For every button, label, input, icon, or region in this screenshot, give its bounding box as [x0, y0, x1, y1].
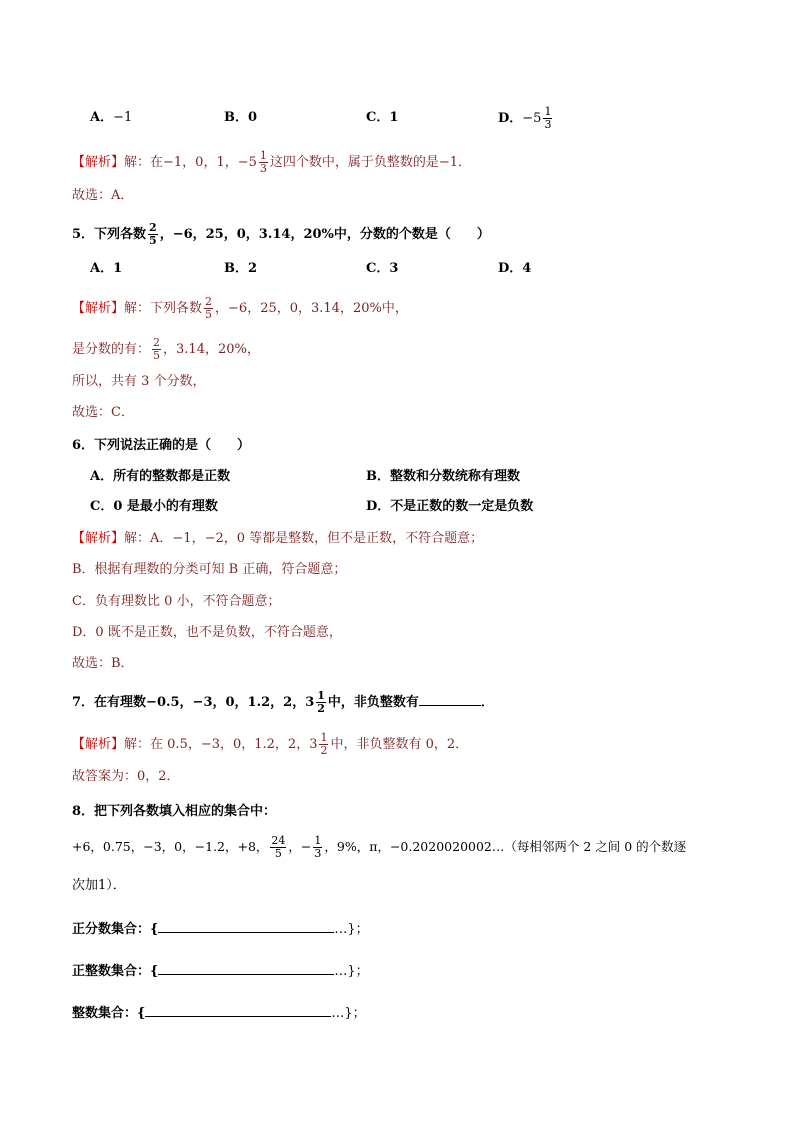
q5-option-c	[366, 259, 398, 279]
fraction-denominator: 3	[259, 162, 267, 175]
analysis-text: 解：A．−1，−2，0 等都是整数，但不是正数，不符合题意；	[124, 531, 484, 546]
set-blank[interactable]	[145, 1002, 331, 1017]
q8-set-positive-fractions	[72, 918, 369, 940]
analysis-tag: 【解析】	[72, 301, 125, 316]
q4-option-c	[366, 108, 398, 128]
option-value: 2	[248, 261, 258, 276]
stem-text: ，−6，25，0，3.14，20%中，分数的个数是（ ）	[159, 227, 490, 242]
number-list-text: ，9%，π，−0.2020020002…（每相邻两个 2 之间 0 的个数逐	[324, 839, 687, 854]
fraction	[148, 222, 158, 247]
q4-option-b	[224, 108, 257, 128]
fraction-numerator: 1	[544, 105, 552, 118]
option-value: 整数和分数统称有理数	[390, 469, 521, 484]
analysis-tag: 【解析】	[72, 531, 125, 546]
option-letter: D．	[498, 111, 523, 126]
set-blank[interactable]	[158, 918, 334, 933]
option-value: 0 是最小的有理数	[113, 499, 218, 514]
q4-option-a	[90, 108, 132, 128]
fraction-denominator: 5	[153, 349, 161, 362]
stem-text: 中，非负整数有	[327, 695, 419, 710]
number-list-text: +6，0.75，−3，0，−1.2，+8，	[72, 839, 269, 854]
q4-option-d	[498, 106, 554, 131]
fraction	[270, 835, 286, 860]
fraction-denominator: 2	[320, 744, 328, 757]
q7-stem	[72, 690, 494, 715]
q8-number-list-line2: 次加1）．	[72, 878, 126, 893]
q5-option-b	[224, 259, 257, 279]
set-label: 正分数集合：{	[72, 922, 159, 937]
q6-option-d	[366, 497, 533, 517]
set-label: 整数集合：{	[72, 1006, 146, 1021]
answer-blank[interactable]	[419, 691, 481, 706]
analysis-text: 这四个数中，属于负整数的是−1．	[269, 155, 472, 170]
q6-stem: 6．下列说法正确的是（ ）	[72, 438, 251, 453]
analysis-text: ，−6，25，0，3.14，20%中，	[215, 301, 408, 316]
q5-analysis	[72, 296, 408, 321]
option-letter: C．	[366, 261, 390, 276]
option-value: 3	[389, 261, 399, 276]
set-end: …}；	[334, 922, 369, 937]
analysis-tag: 【解析】	[72, 737, 125, 752]
analysis-text: 是分数的有：	[72, 342, 151, 357]
q6-analysis	[72, 529, 483, 549]
option-letter: D．	[366, 499, 391, 514]
stem-text: 7．在有理数−0.5，−3，0，1.2，2，3	[72, 695, 315, 710]
fraction-numerator: 2	[153, 336, 161, 349]
fraction-numerator: 2	[149, 221, 157, 234]
q5-stem	[72, 222, 490, 247]
q6-option-b	[366, 467, 520, 487]
set-end: …}；	[331, 1006, 366, 1021]
fraction-denominator: 2	[317, 702, 325, 715]
option-letter: B．	[224, 110, 248, 125]
option-value: 0	[248, 110, 258, 125]
q6-answer: 故选：B．	[72, 656, 134, 671]
fraction	[316, 690, 326, 715]
q8-number-list	[72, 835, 686, 860]
option-letter: D．	[498, 261, 523, 276]
option-value: −5	[522, 111, 542, 126]
option-value: 4	[522, 261, 532, 276]
option-letter: A．	[90, 469, 114, 484]
analysis-text: 解：在 0.5，−3，0，1.2，2，3	[124, 737, 318, 752]
analysis-text: 解：下列各数	[124, 301, 203, 316]
q5-answer: 故选：C．	[72, 405, 134, 420]
q6-option-c	[90, 497, 218, 517]
option-letter: C．	[90, 499, 114, 514]
option-letter: B．	[366, 469, 390, 484]
analysis-text: 解：在−1，0，1，−5	[124, 155, 257, 170]
set-end: …}；	[334, 964, 369, 979]
fraction-numerator: 1	[317, 689, 325, 702]
set-blank[interactable]	[158, 960, 334, 975]
q5-analysis-line3: 所以，共有 3 个分数，	[72, 374, 206, 389]
fraction-denominator: 5	[205, 308, 213, 321]
fraction	[204, 296, 213, 321]
fraction	[259, 150, 268, 175]
analysis-tag: 【解析】	[72, 155, 125, 170]
fraction-denominator: 3	[314, 847, 322, 860]
q6-analysis-b: B．根据有理数的分类可知 B 正确，符合题意；	[72, 562, 347, 577]
option-value: 所有的整数都是正数	[113, 469, 231, 484]
q4-analysis	[72, 150, 471, 175]
fraction-numerator: 24	[271, 834, 286, 847]
number-list-text: ，−	[288, 839, 312, 854]
option-value: 1	[389, 110, 399, 125]
q6-analysis-d: D．0 既不是正数，也不是负数，不符合题意，	[72, 625, 342, 640]
q7-analysis	[72, 732, 468, 757]
option-value: 1	[113, 261, 123, 276]
q6-option-a	[90, 467, 230, 487]
fraction-denominator: 5	[149, 234, 157, 247]
stem-text: 5．下列各数	[72, 227, 147, 242]
option-value: 不是正数的数一定是负数	[390, 499, 534, 514]
q4-answer: 故选：A．	[72, 188, 134, 203]
option-letter: B．	[224, 261, 248, 276]
set-label: 正整数集合：{	[72, 964, 159, 979]
fraction	[543, 106, 552, 131]
option-letter: A．	[90, 110, 114, 125]
fraction-numerator: 2	[205, 295, 213, 308]
analysis-text: 中，非负整数有 0，2．	[330, 737, 469, 752]
q8-set-positive-integers	[72, 960, 369, 982]
fraction	[313, 835, 322, 860]
stem-text: ．	[480, 695, 494, 710]
fraction-denominator: 5	[274, 847, 282, 860]
fraction	[319, 732, 328, 757]
q8-set-integers	[72, 1002, 366, 1024]
q8-stem: 8．把下列各数填入相应的集合中：	[72, 804, 277, 819]
q5-analysis-line2	[72, 337, 260, 362]
option-letter: A．	[90, 261, 114, 276]
fraction-numerator: 1	[320, 731, 328, 744]
q5-option-a	[90, 259, 122, 279]
fraction-numerator: 1	[259, 149, 267, 162]
fraction-denominator: 3	[544, 118, 552, 131]
analysis-text: ，3.14，20%，	[163, 342, 260, 357]
option-letter: C．	[366, 110, 390, 125]
option-value: −1	[113, 110, 133, 125]
fraction	[152, 337, 161, 362]
fraction-numerator: 1	[314, 834, 322, 847]
q7-answer: 故答案为：0，2．	[72, 769, 180, 784]
q6-analysis-c: C．负有理数比 0 小，不符合题意；	[72, 594, 281, 609]
q5-option-d	[498, 259, 531, 279]
